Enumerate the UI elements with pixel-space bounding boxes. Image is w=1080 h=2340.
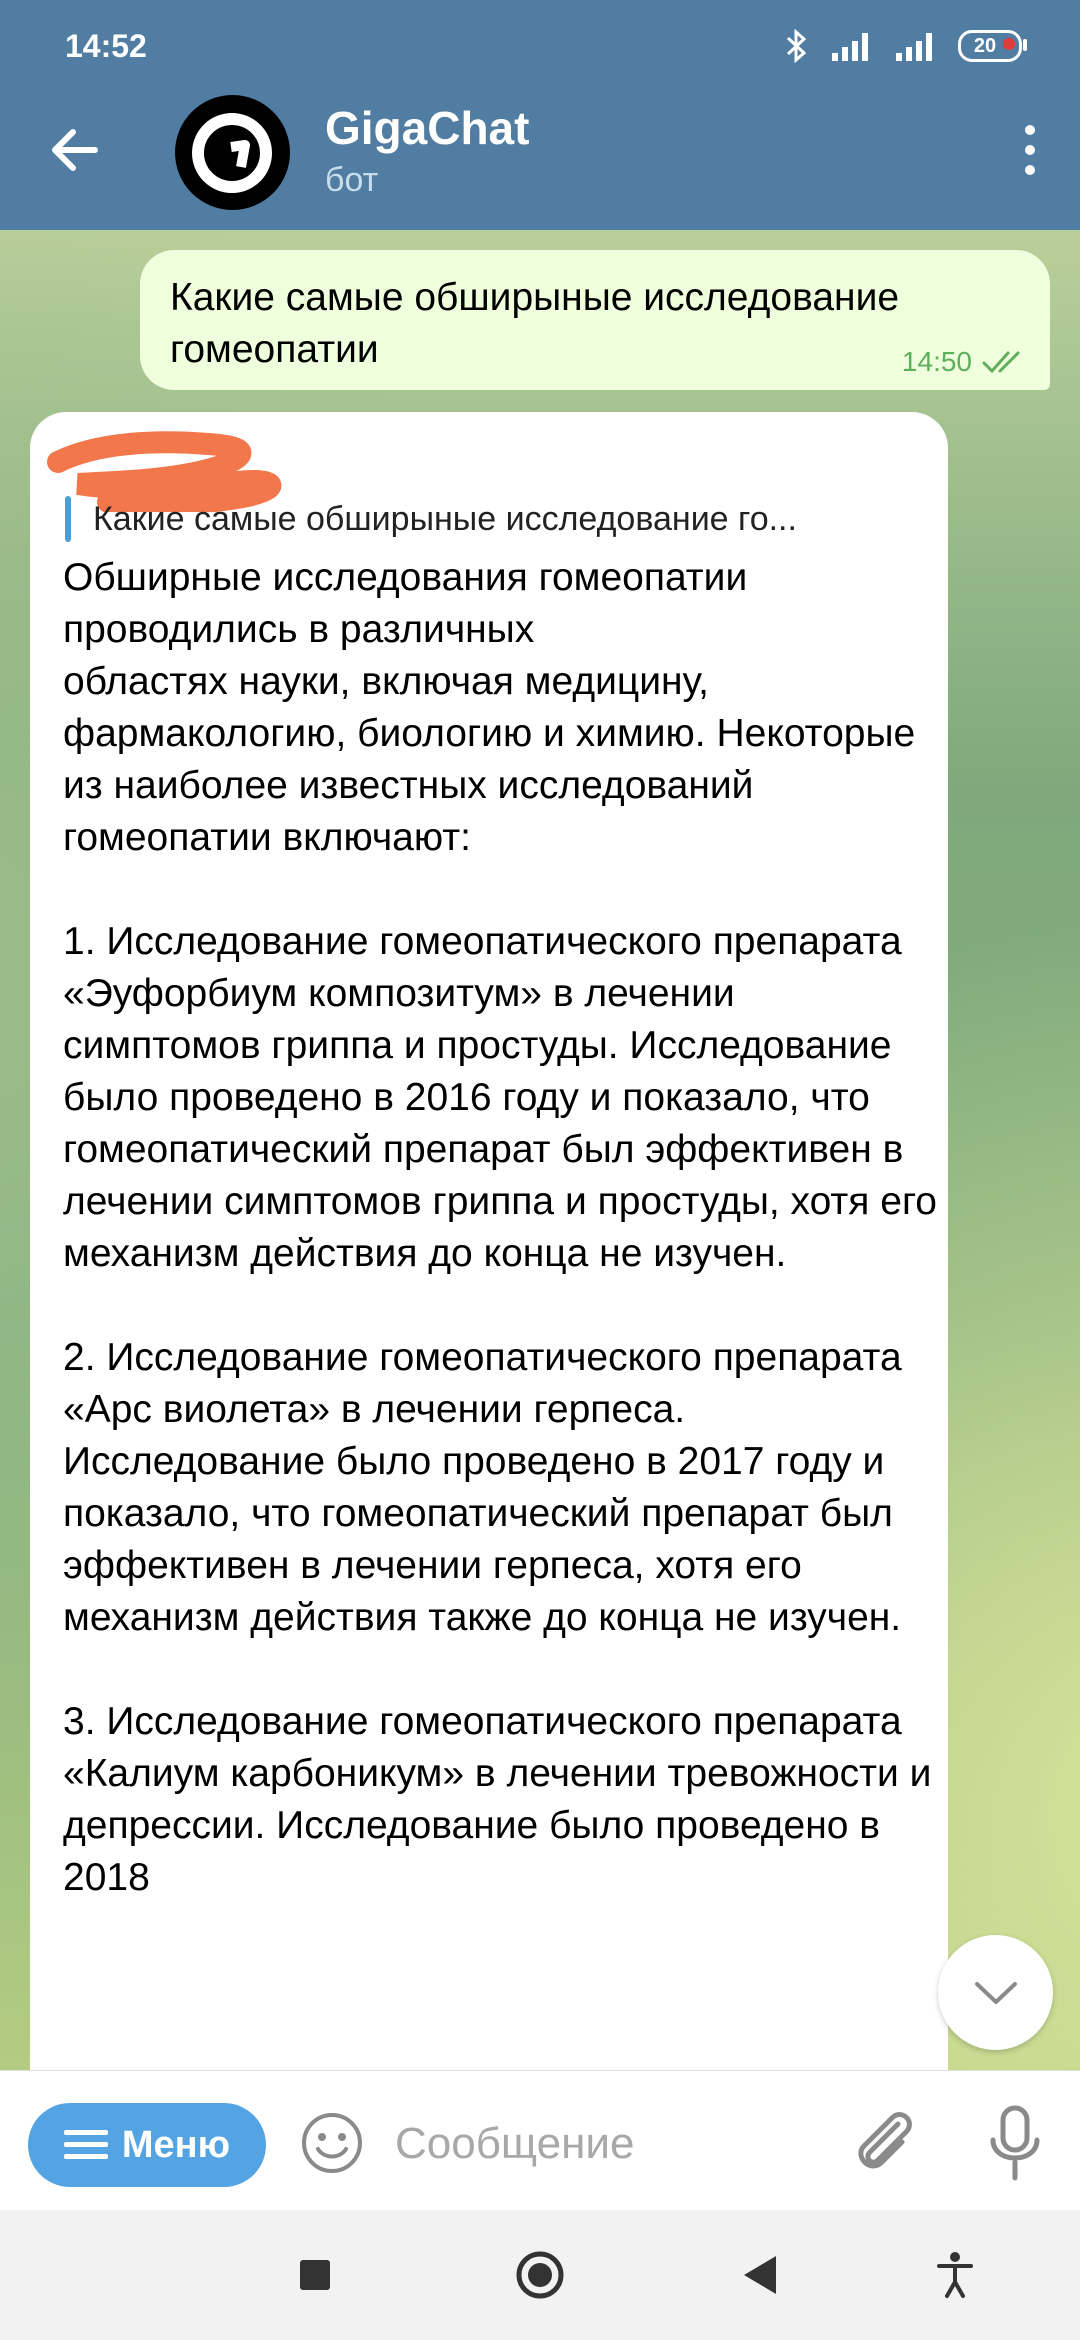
emoji-icon[interactable] <box>300 2111 364 2175</box>
status-bar <box>0 0 1080 95</box>
reply-preview-text: Какие самые обширыные исследование го... <box>93 500 797 538</box>
gigachat-logo-icon <box>175 95 290 210</box>
signal-icon-2 <box>894 29 938 63</box>
chat-subtitle: бот <box>325 161 379 199</box>
chat-area[interactable] <box>0 230 1080 2070</box>
outgoing-message[interactable] <box>140 250 1050 390</box>
microphone-icon[interactable] <box>985 2104 1045 2184</box>
recents-icon[interactable] <box>300 2260 330 2290</box>
message-input[interactable]: Сообщение <box>395 2119 635 2168</box>
menu-icon <box>64 2128 108 2162</box>
battery-icon <box>958 30 1022 62</box>
back-arrow-icon[interactable] <box>45 120 105 180</box>
home-icon[interactable] <box>515 2250 565 2300</box>
attach-icon[interactable] <box>850 2106 920 2181</box>
system-navigation-bar <box>0 2210 1080 2340</box>
message-meta <box>902 346 1026 378</box>
incoming-message-text: Обширные исследования гомеопатии проводились в различных областях науки, включая медицину, фармакологию, биологию и химию. Некоторые из наиболее известных исследований гомеопатии включают: 1. Исследование гомеопатического препарата «Эуфорбиум композитум» в лечении симптомов гриппа и простуды. Исследование было проведено в 2016 году и показало, что гомеопатический препарат был эффективен в лечении симптомов гриппа и простуды, хотя его механизм действия до конца не изучен. 2. Исследование гомеопатического препарата «Арс виолета» в лечении герпеса. Исследование было проведено в 2017 году и показало, что гомеопатический препарат был эффективен в лечении герпеса, хотя его механизм действия также до конца не изучен. 3. Исследование гомеопатического препарата «Калиум карбоникум» в лечении тревожности и депрессии. Исследование было проведено в 2018 <box>63 556 937 1899</box>
status-time: 14:52 <box>65 28 147 64</box>
bot-menu-label: Меню <box>121 2123 231 2166</box>
message-time: 14:50 <box>901 346 972 377</box>
message-input-bar <box>0 2070 1080 2211</box>
nav-back-icon[interactable] <box>740 2252 780 2298</box>
accessibility-icon[interactable] <box>935 2250 975 2300</box>
battery-level: 20 <box>973 34 997 57</box>
top-bar <box>0 0 1080 230</box>
scroll-down-button[interactable] <box>938 1935 1053 2050</box>
bluetooth-icon <box>784 29 810 63</box>
status-icons <box>784 26 1022 66</box>
app-bar <box>0 95 1080 230</box>
reply-bar <box>65 496 71 542</box>
outgoing-message-text: Какие самые обширыные исследование гомеопатии <box>170 276 900 371</box>
bot-avatar[interactable] <box>175 95 290 210</box>
reply-preview[interactable] <box>65 490 935 546</box>
chat-title[interactable]: GigaChat <box>325 102 530 154</box>
double-check-icon <box>982 349 1026 375</box>
more-vertical-icon[interactable] <box>1010 120 1050 180</box>
bot-menu-button[interactable] <box>28 2103 266 2187</box>
signal-icon <box>830 29 874 63</box>
chevron-down-icon <box>971 1978 1021 2008</box>
incoming-message[interactable] <box>30 412 948 2070</box>
